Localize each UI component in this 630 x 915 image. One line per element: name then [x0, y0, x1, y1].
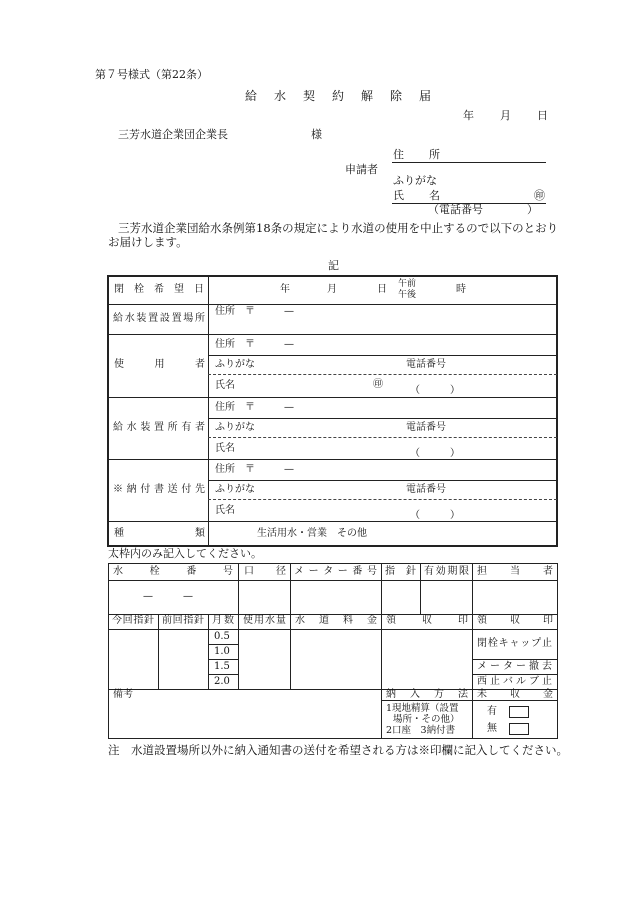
header-meter-number: メーター番号	[294, 566, 377, 577]
main-table-subrow-rule	[208, 480, 557, 481]
months-row-rule	[208, 659, 238, 660]
user-postal-mark: 〒	[245, 339, 255, 350]
invoice-recipient-furigana-label: ふりがな	[215, 484, 255, 495]
owner-postal-dash: —	[284, 402, 294, 413]
header-usage: 使用水量	[243, 615, 286, 626]
ki-heading: 記	[328, 259, 339, 272]
applicant-address-underline	[392, 162, 546, 163]
header-previous-reading: 前回指針	[162, 615, 204, 626]
owner-name-label: 氏名	[215, 443, 235, 454]
stop-date-day: 日	[377, 284, 387, 295]
applicant-seal-mark: ㊞	[534, 189, 545, 202]
header-tap-number: 水栓番号	[113, 566, 233, 577]
months-value: 1.0	[214, 646, 230, 657]
payment-method-label: 納入方法	[386, 689, 468, 700]
payment-option-1: 1現地精算（設置	[386, 703, 459, 714]
closing-action-cap: 閉栓キャップ止	[477, 638, 552, 649]
header-expiry: 有効期限	[424, 566, 469, 577]
type-options: 生活用水・営業 その他	[257, 528, 367, 539]
footer-note: 注 水道設置場所以外に納入通知書の送付を希望される方は※印欄に記入してください。	[108, 743, 568, 757]
header-months: 月数	[212, 615, 234, 626]
main-table-row-rule	[108, 459, 557, 460]
office-table-column-rule	[381, 563, 382, 738]
user-label: 使用者	[114, 359, 205, 370]
stop-date-pm: 午後	[398, 290, 417, 300]
office-table-column-rule	[420, 563, 421, 614]
applicant-address-label: 住所	[393, 148, 440, 161]
form-title: 給水契約解除届	[245, 89, 449, 103]
owner-postal-mark: 〒	[245, 402, 255, 413]
main-table-subrow-rule	[208, 418, 557, 419]
main-table-column-rule	[208, 276, 209, 546]
main-table-row-rule	[108, 397, 557, 398]
user-postal-dash: —	[284, 339, 294, 350]
months-value: 1.5	[214, 661, 230, 672]
invoice-recipient-phone-label: 電話番号	[406, 484, 446, 495]
user-phone-paren: （ ）	[410, 385, 460, 396]
invoice-recipient-phone-paren: （ ）	[410, 510, 460, 521]
user-furigana-label: ふりがな	[215, 359, 255, 370]
addressee-name: 三芳水道企業団企業長	[118, 128, 228, 141]
office-table-column-rule	[472, 563, 473, 738]
office-table-row-rule	[381, 700, 557, 701]
header-receipt-stamp-2: 領収印	[477, 615, 553, 626]
main-table-dashed-rule	[208, 374, 557, 375]
user-address-label: 住所	[215, 339, 235, 350]
arrears-yes-label: 有	[487, 706, 497, 717]
user-phone-label: 電話番号	[406, 359, 446, 370]
location-label: 給水装置設置場所	[113, 313, 205, 324]
invoice-recipient-postal-mark: 〒	[245, 464, 255, 475]
user-seal-mark: ㊞	[373, 379, 383, 390]
invoice-recipient-label: ※納付書送付先	[113, 484, 205, 495]
stop-date-label: 閉栓希望日	[114, 284, 204, 295]
office-table-column-rule	[208, 614, 209, 689]
stop-date-month: 月	[327, 284, 337, 295]
stop-date-hour: 時	[456, 284, 466, 295]
owner-label: 給水装置所有者	[113, 422, 205, 433]
location-postal-dash: —	[284, 306, 294, 317]
stop-date-am: 午前	[398, 279, 417, 289]
office-table-column-rule	[290, 563, 291, 689]
body-text-line-1: 三芳水道企業団給水条例第18条の規定により水道の使用を中止するので以下のとおり	[118, 221, 559, 235]
stop-date-year: 年	[280, 284, 290, 295]
main-table-dashed-rule	[208, 437, 557, 438]
addressee-suffix: 様	[311, 128, 322, 141]
closing-actions-row-rule	[472, 659, 557, 660]
remarks-label: 備考	[113, 689, 133, 700]
office-table-column-rule	[158, 614, 159, 689]
user-name-label: 氏名	[215, 380, 235, 391]
main-table-dashed-rule	[208, 499, 557, 500]
invoice-recipient-name-label: 氏名	[215, 505, 235, 516]
owner-furigana-label: ふりがな	[215, 422, 255, 433]
months-value: 0.5	[214, 631, 230, 642]
arrears-label: 未収金	[477, 689, 553, 700]
main-table-subrow-rule	[208, 355, 557, 356]
date-day-label: 日	[537, 109, 548, 122]
header-current-reading: 今回指針	[112, 615, 154, 626]
date-year-label: 年	[463, 109, 474, 122]
main-table-row-rule	[108, 304, 557, 305]
months-row-rule	[208, 674, 238, 675]
invoice-recipient-address-label: 住所	[215, 464, 235, 475]
body-text-line-2: お届けします。	[108, 235, 188, 249]
closing-action-valve: 西止バルブ止	[477, 676, 552, 687]
header-receipt-stamp: 領収印	[386, 615, 468, 626]
header-diameter: 口径	[244, 566, 286, 577]
tap-number-dashes: — —	[143, 591, 193, 602]
payment-option-1-cont: 場所・その他）	[393, 714, 460, 725]
header-water-charge: 水道料金	[295, 615, 377, 626]
location-address-label: 住所	[215, 306, 235, 317]
invoice-recipient-postal-dash: —	[284, 464, 294, 475]
applicant-phone: （電話番号 ）	[428, 203, 538, 216]
office-table-column-rule	[238, 563, 239, 689]
type-label: 種類	[114, 528, 205, 539]
applicant-name-label: 氏名	[393, 189, 440, 202]
closing-action-meter-removal: メーター撤去	[477, 661, 552, 672]
applicant-furigana-label: ふりがな	[393, 174, 437, 187]
closing-actions-row-rule	[472, 674, 557, 675]
date-month-label: 月	[500, 109, 511, 122]
header-staff: 担当者	[477, 566, 553, 577]
owner-address-label: 住所	[215, 402, 235, 413]
office-table-row-rule	[108, 629, 557, 630]
months-value: 2.0	[214, 676, 230, 687]
applicant-label: 申請者	[345, 163, 378, 176]
location-postal-mark: 〒	[245, 306, 255, 317]
form-number: 第７号様式（第22条）	[95, 68, 208, 81]
office-table-row-rule	[108, 580, 557, 581]
header-reading: 指針	[385, 566, 416, 577]
instruction-text: 太枠内のみ記入してください。	[108, 547, 262, 560]
payment-option-2-3: 2口座 3納付書	[386, 725, 456, 736]
owner-phone-paren: （ ）	[410, 448, 460, 459]
arrears-no-box	[509, 723, 529, 735]
main-table-row-rule	[108, 521, 557, 522]
owner-phone-label: 電話番号	[406, 422, 446, 433]
arrears-yes-box	[509, 706, 529, 718]
arrears-no-label: 無	[487, 723, 497, 734]
months-row-rule	[208, 644, 238, 645]
main-table-row-rule	[108, 334, 557, 335]
